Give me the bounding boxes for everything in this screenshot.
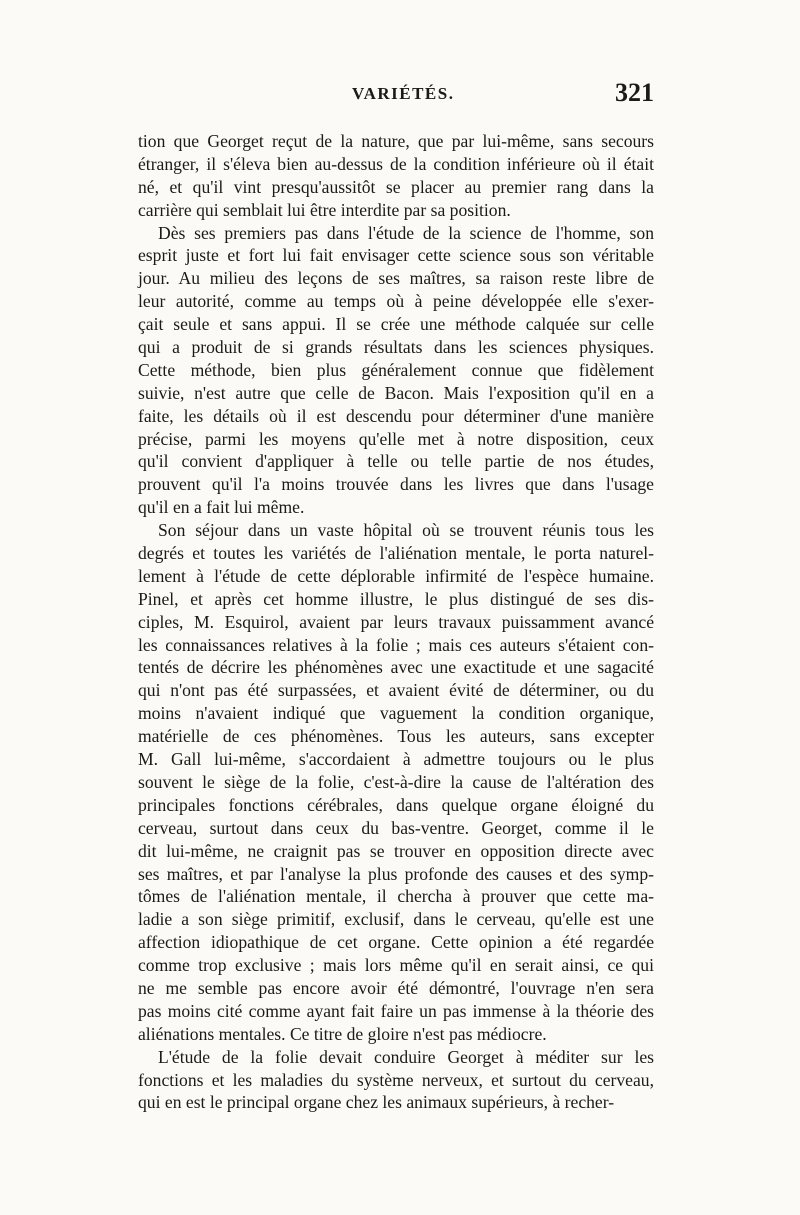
text-line: précise, parmi les moyens qu'elle met à notre disposition, ceux (138, 428, 654, 449)
text-line: qui a produit de si grands résultats dans les sciences physiques. (138, 337, 654, 358)
text-line: ne me semble pas encore avoir été démontré, l'ouvrage n'en sera (138, 977, 654, 998)
text-line: Dès ses premiers pas dans l'étude de la science de l'homme, son (158, 222, 654, 243)
text-line: Pinel, et après cet homme illustre, le plus distingué de ses dis- (138, 588, 654, 609)
running-head: VARIÉTÉS. (352, 84, 455, 103)
text-line: comme trop exclusive ; mais lors même qu'il en serait ainsi, ce qui (138, 955, 654, 976)
text-line: degrés et toutes les variétés de l'aliénation mentale, le porta naturel- (138, 543, 654, 564)
text-line: carrière qui semblait lui être interdite par sa position. (138, 199, 511, 220)
text-line: leur autorité, comme au temps où à peine développée elle s'exer- (138, 291, 654, 312)
text-line: étranger, il s'éleva bien au-dessus de la condition inférieure où il était (138, 153, 654, 174)
text-line: çait seule et sans appui. Il se crée une méthode calquée sur celle (138, 314, 654, 335)
paragraph (138, 519, 654, 1045)
text-line: esprit juste et fort lui fait envisager cette science sous son véritable (138, 245, 654, 266)
text-line: L'étude de la folie devait conduire Georget à méditer sur les (158, 1046, 654, 1067)
text-line: souvent le siège de la folie, c'est-à-dire la cause de l'altération des (138, 771, 654, 792)
page-header (138, 78, 654, 112)
paragraph (138, 1046, 654, 1115)
text-line: qu'il en a fait lui même. (138, 497, 305, 518)
text-line: fonctions et les maladies du système nerveux, et surtout du cerveau, (138, 1069, 654, 1090)
text-line: affection idiopathique de cet organe. Cette opinion a été regardée (138, 932, 654, 953)
text-line: qui en est le principal organe chez les animaux supérieurs, à recher- (138, 1092, 615, 1113)
text-line: Cette méthode, bien plus généralement connue que fidèlement (138, 359, 654, 380)
text-line: jour. Au milieu des leçons de ses maîtres, sa raison reste libre de (138, 268, 654, 289)
text-line: ladie a son siège primitif, exclusif, dans le cerveau, qu'elle est une (138, 909, 654, 930)
text-line: principales fonctions cérébrales, dans quelque organe éloigné du (138, 794, 654, 815)
text-line: qu'il convient d'appliquer à telle ou telle partie de nos études, (138, 451, 654, 472)
paragraph (138, 222, 654, 520)
text-line: cerveau, surtout dans ceux du bas-ventre. Georget, comme il le (138, 817, 654, 838)
text-line: suivie, n'est autre que celle de Bacon. Mais l'exposition qu'il en a (138, 382, 654, 403)
text-line: faite, les détails où il est descendu pour déterminer d'une manière (138, 405, 654, 426)
text-line: né, et qu'il vint presqu'aussitôt se placer au premier rang dans la (138, 176, 654, 197)
body-text (138, 130, 654, 1114)
text-line: tion que Georget reçut de la nature, que par lui-même, sans secours (138, 131, 654, 151)
text-line: matérielle de ces phénomènes. Tous les auteurs, sans excepter (138, 726, 654, 747)
text-line: M. Gall lui-même, s'accordaient à admettre toujours ou le plus (138, 749, 654, 770)
text-line: pas moins cité comme ayant fait faire un pas immense à la théorie des (138, 1000, 654, 1021)
text-line: ses maîtres, et par l'analyse la plus profonde des causes et des symp- (138, 863, 654, 884)
text-line: qui n'ont pas été surpassées, et avaient évité de déterminer, ou du (138, 680, 654, 701)
text-line: tentés de décrire les phénomènes avec une exactitude et une sagacité (138, 657, 654, 678)
paragraph (138, 130, 654, 222)
text-line: tômes de l'aliénation mentale, il chercha à prouver que cette ma- (138, 886, 654, 907)
text-line: les connaissances relatives à la folie ; mais ces auteurs s'étaient con- (138, 634, 654, 655)
text-line: moins n'avaient indiqué que vaguement la condition organique, (138, 703, 654, 724)
text-line: ciples, M. Esquirol, avaient par leurs travaux puissamment avancé (138, 611, 654, 632)
text-line: dit lui-même, ne craignit pas se trouver en opposition directe avec (138, 840, 654, 861)
text-line: Son séjour dans un vaste hôpital où se trouvent réunis tous les (158, 520, 654, 541)
text-line: prouvent qu'il l'a moins trouvée dans les livres que dans l'usage (138, 474, 654, 495)
page-number: 321 (615, 78, 654, 107)
text-line: lement à l'étude de cette déplorable infirmité de l'espèce humaine. (138, 565, 654, 586)
text-line: aliénations mentales. Ce titre de gloire n'est pas médiocre. (138, 1023, 547, 1044)
